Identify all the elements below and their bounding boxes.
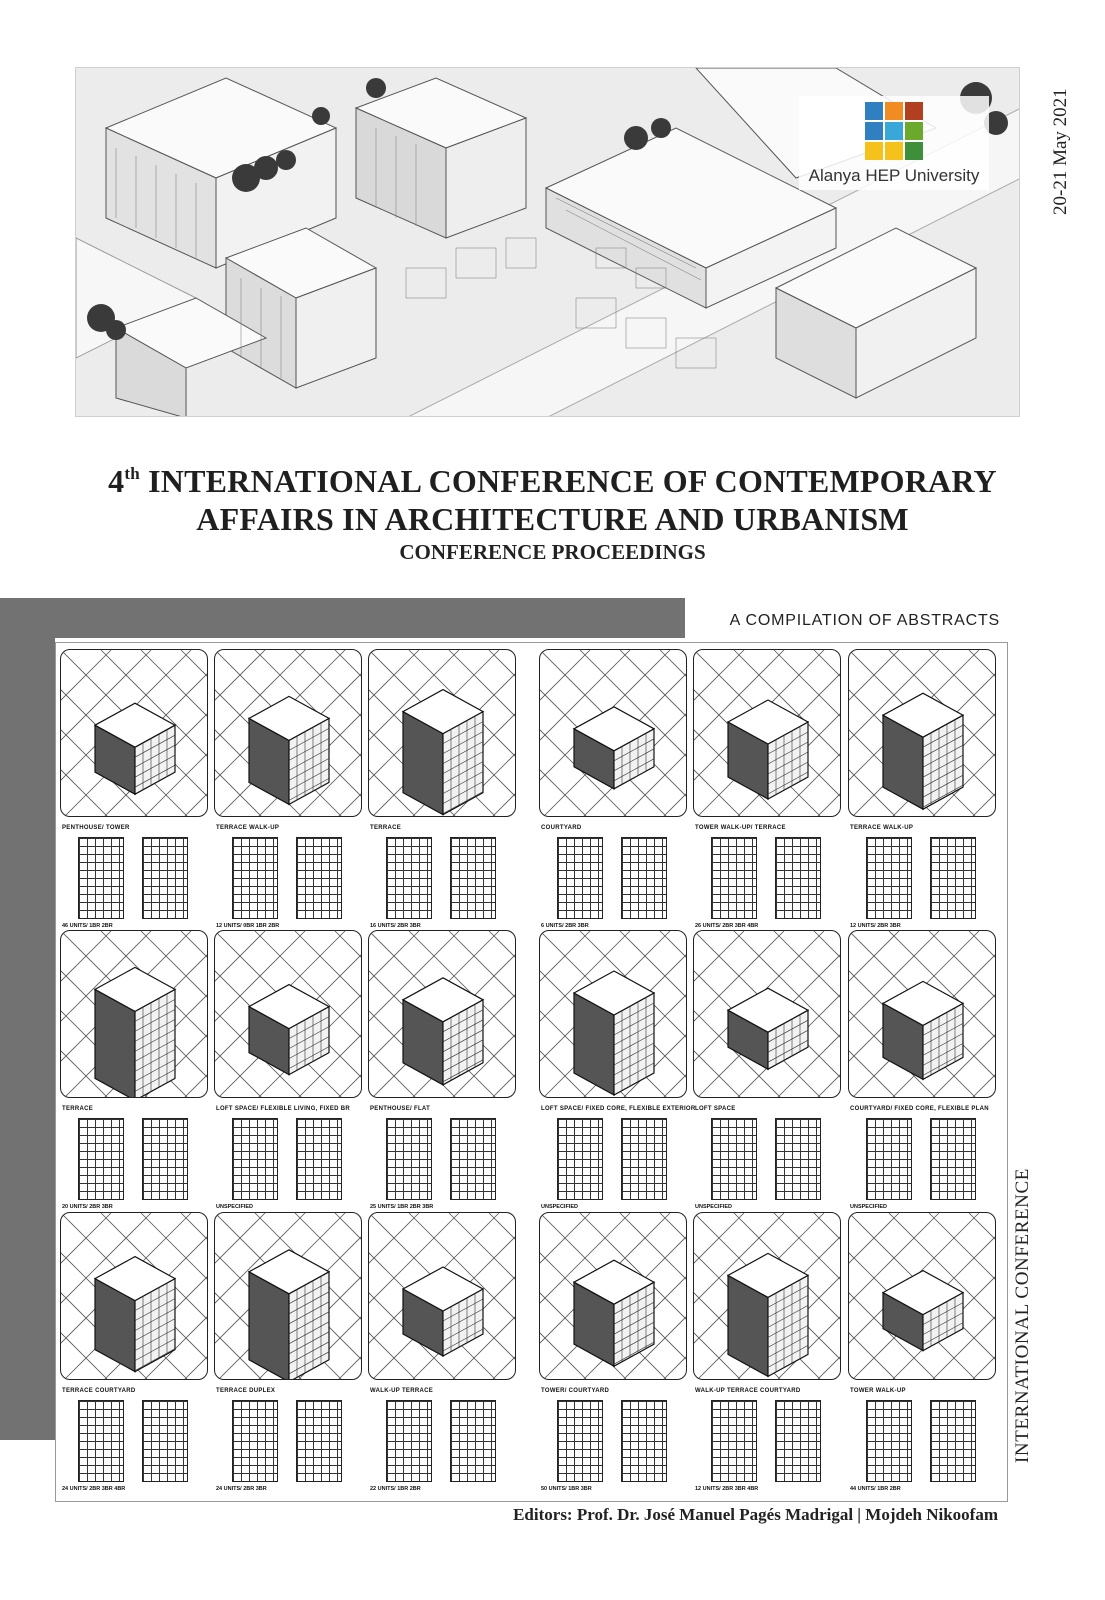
floor-plan [296, 1118, 342, 1200]
floor-plan [450, 1118, 496, 1200]
axonometric-drawing [369, 650, 516, 817]
axonometric-drawing [369, 931, 516, 1098]
typology-units: 44 UNITS/ 1BR 2BR [850, 1486, 901, 1492]
typology-units: 24 UNITS/ 2BR 3BR 4BR [62, 1486, 126, 1492]
typology-label: TERRACE WALK-UP [216, 825, 280, 831]
floor-plan [450, 1400, 496, 1482]
editors-line: Editors: Prof. Dr. José Manuel Pagés Madrigal | Mojdeh Nikoofam [513, 1505, 998, 1524]
typology-axonometric [368, 930, 516, 1098]
floor-plan [232, 1400, 278, 1482]
axonometric-drawing [215, 1213, 362, 1380]
typology-units: 6 UNITS/ 2BR 3BR [541, 923, 589, 929]
cover-illustration [75, 67, 1020, 417]
floor-plan [450, 837, 496, 919]
ordinal-number: 4 [108, 463, 125, 499]
typology-axonometric [693, 930, 841, 1098]
typology-label: LOFT SPACE [695, 1106, 736, 1112]
title-line-2: AFFAIRS IN ARCHITECTURE AND URBANISM [196, 501, 909, 537]
typology-axonometric [60, 930, 208, 1098]
axonometric-drawing [694, 931, 841, 1098]
floor-plan [386, 837, 432, 919]
floor-plan [866, 1118, 912, 1200]
floor-plan [557, 1400, 603, 1482]
typology-label: TERRACE DUPLEX [216, 1388, 276, 1394]
dates-text: 20-21 May 2021 [1050, 88, 1071, 215]
floor-plan [296, 1400, 342, 1482]
typology-axonometric [848, 649, 996, 817]
floor-plan [142, 837, 188, 919]
typology-units: UNSPECIFIED [216, 1204, 253, 1210]
floor-plan [775, 837, 821, 919]
axonometric-drawing [215, 650, 362, 817]
floor-plan [711, 1118, 757, 1200]
compilation-label: A COMPILATION OF ABSTRACTS [729, 612, 1000, 629]
typology-units: UNSPECIFIED [695, 1204, 732, 1210]
typology-axonometric [60, 649, 208, 817]
typology-units: 12 UNITS/ 0BR 1BR 2BR [216, 923, 280, 929]
axonometric-drawing [849, 931, 996, 1098]
typology-label: WALK-UP TERRACE [370, 1388, 434, 1394]
axonometric-drawing [849, 1213, 996, 1380]
axonometric-drawing [61, 1213, 208, 1380]
floor-plan [930, 1400, 976, 1482]
typology-axonometric [693, 1212, 841, 1380]
floor-plan [386, 1118, 432, 1200]
typology-units: UNSPECIFIED [541, 1204, 578, 1210]
floor-plan [557, 1118, 603, 1200]
floor-plan [78, 1400, 124, 1482]
logo-mark [865, 102, 923, 160]
typology-units: 24 UNITS/ 2BR 3BR [216, 1486, 267, 1492]
typology-axonometric [539, 649, 687, 817]
floor-plan [232, 837, 278, 919]
typology-units: 26 UNITS/ 2BR 3BR 4BR [695, 923, 759, 929]
typology-units: 50 UNITS/ 1BR 3BR [541, 1486, 592, 1492]
typology-units: 20 UNITS/ 2BR 3BR [62, 1204, 113, 1210]
typology-axonometric [539, 1212, 687, 1380]
typology-axonometric [368, 649, 516, 817]
title-text-1: INTERNATIONAL CONFERENCE OF CONTEMPORARY [148, 463, 997, 499]
floor-plan [711, 1400, 757, 1482]
typology-axonometric [693, 649, 841, 817]
axonometric-drawing [540, 650, 687, 817]
side-caption-text: INTERNATIONAL CONFERENCE [1012, 1168, 1033, 1463]
floor-plan [232, 1118, 278, 1200]
university-name: Alanya HEP University [808, 166, 980, 185]
typology-axonometric [848, 930, 996, 1098]
floor-plan [866, 1400, 912, 1482]
floor-plan [866, 837, 912, 919]
typology-units: 12 UNITS/ 2BR 3BR 4BR [695, 1486, 759, 1492]
typology-label: TOWER WALK-UP [850, 1388, 906, 1394]
typology-label: PENTHOUSE/ FLAT [370, 1106, 431, 1112]
typology-units: UNSPECIFIED [850, 1204, 887, 1210]
typology-label: COURTYARD [541, 825, 582, 831]
floor-plan [711, 837, 757, 919]
floor-plan [621, 1118, 667, 1200]
axonometric-drawing [694, 1213, 841, 1380]
floor-plan [621, 1400, 667, 1482]
typology-sheet [55, 642, 1008, 1502]
typology-units: 25 UNITS/ 1BR 2BR 3BR [370, 1204, 434, 1210]
typology-units: 12 UNITS/ 2BR 3BR [850, 923, 901, 929]
floor-plan [78, 837, 124, 919]
typology-units: 22 UNITS/ 1BR 2BR [370, 1486, 421, 1492]
side-caption [1010, 1168, 1040, 1465]
typology-axonometric [214, 649, 362, 817]
axonometric-drawing [215, 931, 362, 1098]
axonometric-drawing [849, 650, 996, 817]
typology-label: LOFT SPACE/ FLEXIBLE LIVING, FIXED BR [216, 1106, 350, 1112]
floor-plan [78, 1118, 124, 1200]
typology-label: PENTHOUSE/ TOWER [62, 825, 130, 831]
typology-label: TERRACE COURTYARD [62, 1388, 136, 1394]
typology-axonometric [368, 1212, 516, 1380]
typology-label: WALK-UP TERRACE COURTYARD [695, 1388, 801, 1394]
typology-label: TOWER WALK-UP/ TERRACE [695, 825, 786, 831]
floor-plan [930, 837, 976, 919]
typology-label: TERRACE [370, 825, 402, 831]
axonometric-drawing [369, 1213, 516, 1380]
axonometric-drawing [540, 931, 687, 1098]
floor-plan [930, 1118, 976, 1200]
axonometric-drawing [540, 1213, 687, 1380]
floor-plan [296, 837, 342, 919]
floor-plan [557, 837, 603, 919]
typology-label: TOWER/ COURTYARD [541, 1388, 610, 1394]
typology-axonometric [60, 1212, 208, 1380]
typology-axonometric [214, 1212, 362, 1380]
university-logo [799, 96, 989, 190]
axonometric-drawing [61, 650, 208, 817]
floor-plan [621, 837, 667, 919]
floor-plan [386, 1400, 432, 1482]
floor-plan [142, 1400, 188, 1482]
typology-units: 46 UNITS/ 1BR 2BR [62, 923, 113, 929]
ordinal-suffix: th [124, 464, 140, 483]
gray-band [0, 598, 685, 638]
typology-axonometric [539, 930, 687, 1098]
floor-plan [775, 1118, 821, 1200]
axonometric-drawing [61, 931, 208, 1098]
floor-plan [142, 1118, 188, 1200]
typology-label: TERRACE [62, 1106, 94, 1112]
subtitle: CONFERENCE PROCEEDINGS [399, 540, 706, 564]
conference-dates [1020, 70, 1071, 220]
title-line-1 [0, 455, 1105, 500]
typology-axonometric [848, 1212, 996, 1380]
axonometric-drawing [694, 650, 841, 817]
typology-units: 16 UNITS/ 2BR 3BR [370, 923, 421, 929]
typology-label: COURTYARD/ FIXED CORE, FLEXIBLE PLAN [850, 1106, 989, 1112]
gray-side-bar [0, 598, 55, 1440]
floor-plan [775, 1400, 821, 1482]
typology-label: LOFT SPACE/ FIXED CORE, FLEXIBLE EXTERIOR [541, 1106, 696, 1112]
typology-axonometric [214, 930, 362, 1098]
typology-label: TERRACE WALK-UP [850, 825, 914, 831]
conference-title [0, 455, 1105, 565]
